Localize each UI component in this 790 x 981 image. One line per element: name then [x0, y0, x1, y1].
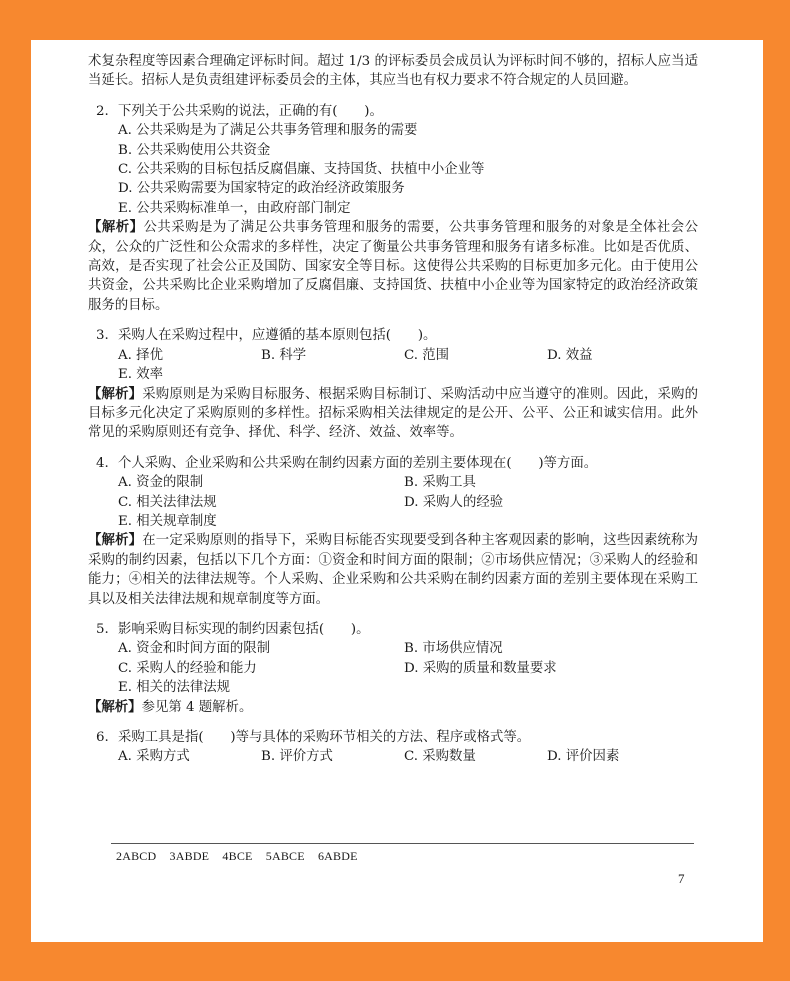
analysis-label: 【解析】 [88, 533, 143, 549]
analysis-text: 采购原则是为采购目标服务、根据采购目标制订、采购活动中应当遵守的准则。因此，采购的目标多元化决定了采购原则的多样性。招标采购相关法律规定的是公开、公平、公正和诚实信用。此外常见的采购原则还有竞争、择优、科学、经济、效益、效率等。 [88, 386, 699, 441]
answer-key [116, 849, 368, 864]
question-stem: 采购人在采购过程中，应遵循的基本原则包括( )。 [118, 328, 437, 344]
option-a: A. 资金的限制 [118, 475, 204, 491]
answer-6: 6ABDE [317, 849, 358, 863]
question-number: 6. [96, 730, 109, 745]
option-c: C. 采购人的经验和能力 [118, 660, 257, 676]
question-4 [88, 454, 698, 609]
option-a: A. 采购方式 [118, 749, 190, 765]
analysis [88, 698, 698, 717]
analysis [88, 385, 698, 443]
option-c: C. 范围 [404, 347, 450, 363]
analysis-label: 【解析】 [88, 699, 142, 715]
option-d: D. 采购人的经验 [404, 494, 504, 510]
page-number: 7 [678, 871, 685, 886]
answer-4: 4BCE [222, 849, 253, 863]
option-b: B. 市场供应情况 [404, 641, 503, 657]
option-d: D. 采购的质量和数量要求 [404, 660, 557, 676]
option-e: E. 相关规章制度 [118, 513, 217, 529]
option-e: E. 公共采购标准单一，由政府部门制定 [118, 200, 351, 216]
question-number: 5. [96, 621, 109, 637]
option-e: E. 效率 [118, 367, 164, 383]
question-stem: 影响采购目标实现的制约因素包括( )。 [118, 621, 370, 637]
option-e: E. 相关的法律法规 [118, 680, 231, 696]
question-5 [88, 620, 698, 717]
question-number: 3. [96, 328, 109, 344]
question-3 [88, 326, 698, 442]
footnote-divider [111, 843, 694, 844]
question-content [88, 52, 698, 767]
options-row [88, 493, 698, 512]
options-row [88, 473, 698, 492]
option-b: B. 采购工具 [404, 475, 476, 491]
answer-2: 2ABCD [116, 849, 157, 863]
option-c: C. 采购数量 [404, 749, 476, 765]
option-d: D. 评价因素 [547, 749, 620, 765]
answer-5: 5ABCE [265, 849, 305, 863]
analysis-label: 【解析】 [88, 220, 144, 236]
analysis-text: 在一定采购原则的指导下，采购目标能否实现要受到各种主客观因素的影响，这些因素统称为采购的制约因素，包括以下几个方面：①资金和时间方面的限制；②市场供应情况；③采购人的经验和能力；④相关的法律法规等。个人采购、企业采购和公共采购在制约因素方面的差别主要体现在采购工具以及相关法律法规和规章制度等方面。 [88, 533, 699, 607]
analysis-text: 参见第 4 题解析。 [141, 699, 253, 715]
option-d: D. 效益 [547, 347, 593, 363]
question-2 [88, 102, 698, 315]
option-b: B. 评价方式 [261, 749, 333, 765]
option-d: D. 公共采购需要为国家特定的政治经济政策服务 [118, 181, 405, 197]
answer-3: 3ABDE [169, 849, 210, 863]
option-b: B. 科学 [261, 347, 307, 363]
options-row [88, 747, 698, 766]
analysis-label: 【解析】 [88, 386, 143, 402]
analysis [88, 531, 698, 609]
intro-paragraph: 术复杂程度等因素合理确定评标时间。超过 1/3 的评标委员会成员认为评标时间不够的，招标人应当适当延长。招标人是负责组建评标委员会的主体，其应当也有权力要求不符合规定的人员回避。 [88, 54, 698, 89]
analysis [88, 218, 698, 315]
question-stem: 个人采购、企业采购和公共采购在制约因素方面的差别主要体现在( )等方面。 [118, 455, 598, 471]
question-6 [88, 728, 698, 767]
option-b: B. 公共采购使用公共资金 [118, 142, 271, 158]
option-c: C. 相关法律法规 [118, 494, 217, 510]
option-a: A. 择优 [118, 347, 163, 363]
question-number: 2. [96, 103, 109, 119]
options-row [88, 639, 698, 658]
question-number: 4. [96, 455, 109, 471]
question-stem: 采购工具是指( )等与具体的采购环节相关的方法、程序或格式等。 [118, 730, 531, 745]
question-stem: 下列关于公共采购的说法，正确的有( )。 [118, 103, 383, 119]
option-a: A. 资金和时间方面的限制 [118, 641, 271, 657]
analysis-text: 公共采购是为了满足公共事务管理和服务的需要，公共事务管理和服务的对象是全体社会公众，公众的广泛性和公众需求的多样性，决定了衡量公共事务管理和服务有诸多标准。比如是否优质、高效，是否实现了社会公正及国防、国家安全等目标。这使得公共采购的目标更加多元化。由于使用公共资金，公共采购比企业采购增加了反腐倡廉、支持国货、扶植中小企业等为国家特定的政治经济政策服务的目标。 [88, 220, 698, 313]
options-row [88, 346, 698, 365]
options-row [88, 659, 698, 678]
option-c: C. 公共采购的目标包括反腐倡廉、支持国货、扶植中小企业等 [118, 162, 485, 178]
option-a: A. 公共采购是为了满足公共事务管理和服务的需要 [118, 123, 418, 139]
